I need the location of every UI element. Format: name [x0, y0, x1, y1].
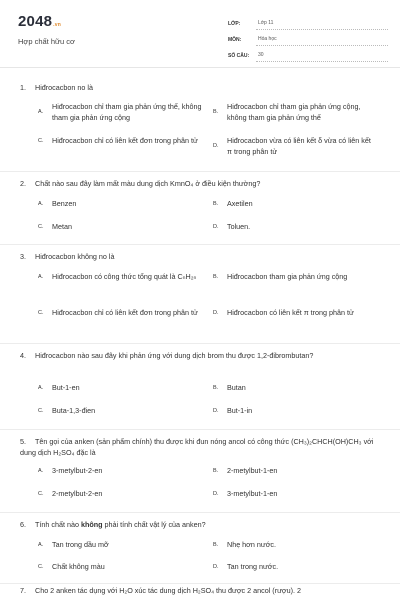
- question-text: [20, 350, 386, 361]
- meta-value: Hóa học: [256, 36, 388, 46]
- question-number: 1.: [20, 83, 26, 92]
- question-text: [20, 82, 386, 93]
- option-text: Tan trong nước.: [227, 562, 279, 571]
- question-1: [0, 68, 400, 172]
- option-a[interactable]: [38, 466, 202, 477]
- option-text: Hiđrocacbon chỉ tham gia phản ứng thế, không tham gia phản ứng cộng: [52, 102, 202, 122]
- option-letter: C.: [38, 564, 44, 570]
- option-letter: D.: [213, 143, 219, 150]
- meta-count-row: [228, 46, 388, 62]
- option-d[interactable]: [213, 562, 377, 573]
- question-7: [20, 585, 392, 596]
- option-text: Tan trong dầu mỡ: [52, 540, 109, 549]
- option-letter: D.: [213, 224, 219, 230]
- option-b[interactable]: [213, 383, 377, 394]
- question-prompt: Chất nào sau đây làm mất màu dung dịch KmnO₄ ở điều kiện thường?: [35, 179, 261, 188]
- option-text: Buta-1,3-đien: [52, 406, 96, 415]
- question-text: [20, 251, 386, 262]
- option-c[interactable]: [38, 562, 202, 573]
- question-6: [0, 513, 400, 584]
- question-number: 6.: [20, 520, 26, 529]
- option-d[interactable]: [213, 308, 377, 319]
- option-text: But-1-en: [52, 383, 80, 392]
- option-letter: A.: [38, 274, 44, 280]
- question-number: 5.: [20, 437, 26, 446]
- option-text: 2-metylbut-1-en: [227, 466, 278, 475]
- option-text: Butan: [227, 383, 246, 392]
- question-3: [0, 245, 400, 344]
- question-text: [20, 436, 386, 458]
- question-prompt-start: Tính chất nào: [35, 520, 81, 529]
- option-letter: B.: [213, 468, 219, 474]
- option-text: 2-metylbut-2-en: [52, 489, 103, 498]
- option-letter: B.: [213, 542, 219, 548]
- question-number: 3.: [20, 252, 26, 261]
- question-5: [0, 430, 400, 513]
- option-letter: A.: [38, 385, 44, 391]
- logo-text: 2048: [18, 13, 53, 30]
- question-list: [0, 68, 400, 584]
- question-prompt: Hiđrocacbon nào sau đây khi phản ứng với dung dịch brom thu được 1,2-đibrombutan?: [35, 351, 314, 360]
- option-text: Hiđrocacbon vừa có liên kết δ vừa có liên kết π trong phân tử: [227, 136, 371, 156]
- meta-subject-row: [228, 30, 388, 46]
- question-prompt: Hiđrocacbon không no là: [35, 252, 115, 261]
- question-text: [20, 519, 386, 530]
- option-letter: C.: [38, 138, 44, 144]
- option-c[interactable]: [38, 308, 202, 319]
- option-b[interactable]: [213, 540, 377, 551]
- option-b[interactable]: [213, 466, 377, 477]
- meta-label: LỚP:: [228, 21, 241, 27]
- option-letter: D.: [213, 491, 219, 497]
- option-letter: D.: [213, 564, 219, 570]
- meta-class-row: [228, 14, 388, 30]
- option-text: Metan: [52, 222, 72, 231]
- option-text: Hiđrocacbon có liên kết π trong phân tử: [227, 308, 354, 317]
- option-b[interactable]: [213, 272, 377, 283]
- option-text: Hiđrocacbon có công thức tổng quát là CₙH₂ₙ: [52, 272, 197, 281]
- option-letter: C.: [38, 224, 44, 230]
- option-text: Hiđrocacbon tham gia phản ứng cộng: [227, 272, 348, 281]
- option-letter: A.: [38, 109, 44, 116]
- logo-suffix: .vn: [53, 22, 61, 28]
- option-letter: B.: [213, 201, 219, 207]
- question-prompt: Hiđrocacbon no là: [35, 83, 93, 92]
- option-b[interactable]: [213, 102, 377, 123]
- option-letter: D.: [213, 408, 219, 414]
- question-prompt: Cho 2 anken tác dụng với H₂O xúc tác dung dịch H₂SO₄ thu được 2 ancol (rượu). 2: [35, 586, 301, 595]
- option-a[interactable]: [38, 540, 202, 551]
- option-text: Hiđrocacbon chỉ tham gia phản ứng cộng, không tham gia phản ứng thế: [227, 102, 361, 122]
- option-c[interactable]: [38, 136, 202, 147]
- option-letter: A.: [38, 468, 44, 474]
- option-text: Hiđrocacbon chỉ có liên kết đơn trong phân tử: [52, 136, 198, 145]
- question-2: [0, 172, 400, 245]
- meta-label: MÔN:: [228, 37, 242, 43]
- meta-label: SỐ CÂU:: [228, 53, 250, 59]
- meta-value: Lớp 11: [256, 20, 388, 30]
- option-letter: D.: [213, 310, 219, 316]
- option-text: Hiđrocacbon chỉ có liên kết đơn trong phân tử: [52, 308, 198, 317]
- question-prompt: Tên gọi của anken (sản phẩm chính) thu được khi đun nóng ancol có công thức (CH₃)₂CHCH(OH)CH₃ với dung dịch H₂SO₄ đặc là: [20, 437, 374, 457]
- question-number: 4.: [20, 351, 26, 360]
- meta-value: 30: [256, 52, 388, 62]
- option-letter: B.: [213, 274, 219, 280]
- page-title: Hợp chất hữu cơ: [18, 37, 75, 46]
- question-4: [0, 344, 400, 430]
- option-a[interactable]: [38, 272, 202, 283]
- option-d[interactable]: [213, 489, 377, 500]
- question-prompt-end: phải tính chất vật lý của anken?: [102, 520, 206, 529]
- option-d[interactable]: [213, 222, 377, 233]
- question-number: 2.: [20, 179, 26, 188]
- option-text: 3-metylbut-1-en: [227, 489, 278, 498]
- option-b[interactable]: [213, 199, 377, 210]
- option-c[interactable]: [38, 222, 202, 233]
- option-d[interactable]: [213, 136, 377, 157]
- option-c[interactable]: [38, 406, 202, 417]
- option-a[interactable]: [38, 383, 202, 394]
- option-text: 3-metylbut-2-en: [52, 466, 103, 475]
- option-a[interactable]: [38, 102, 202, 123]
- option-letter: A.: [38, 542, 44, 548]
- option-letter: C.: [38, 408, 44, 414]
- option-letter: A.: [38, 201, 44, 207]
- page-header: [0, 0, 400, 64]
- option-text: Toluen.: [227, 222, 251, 231]
- option-letter: C.: [38, 310, 44, 316]
- question-text: [20, 178, 386, 189]
- option-text: Nhẹ hơn nước.: [227, 540, 276, 549]
- option-text: Chất không màu: [52, 562, 105, 571]
- option-text: Axetilen: [227, 199, 253, 208]
- option-a[interactable]: [38, 199, 202, 210]
- option-d[interactable]: [213, 406, 377, 417]
- option-text: Benzen: [52, 199, 77, 208]
- question-emphasis: không: [80, 520, 103, 529]
- logo[interactable]: [18, 13, 61, 30]
- option-letter: B.: [213, 385, 219, 391]
- question-number: 7.: [20, 586, 26, 595]
- option-letter: B.: [213, 109, 219, 116]
- option-letter: C.: [38, 491, 44, 497]
- option-c[interactable]: [38, 489, 202, 500]
- option-text: But-1-in: [227, 406, 253, 415]
- quiz-meta: [228, 14, 388, 62]
